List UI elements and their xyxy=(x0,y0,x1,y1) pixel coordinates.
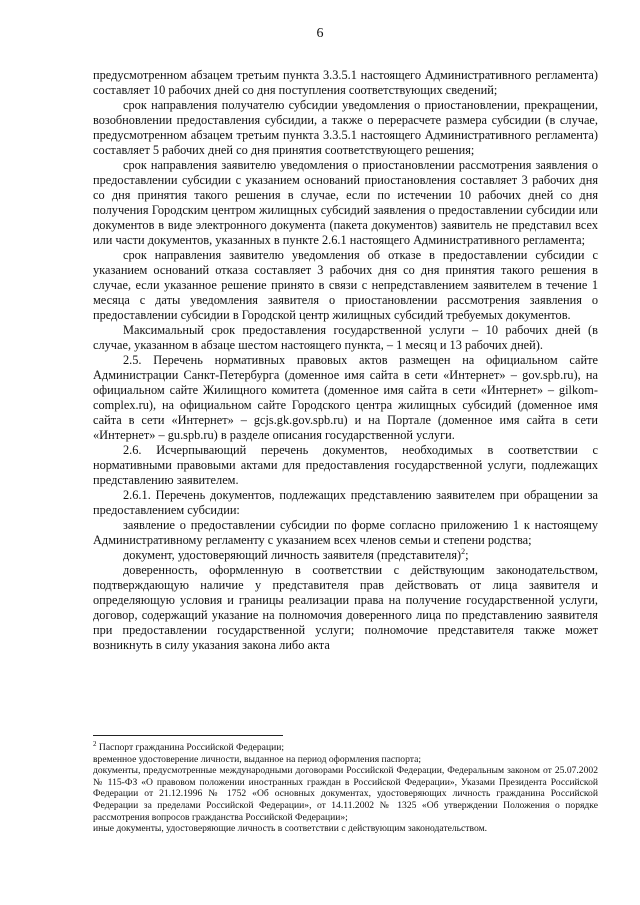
paragraph: срок направления заявителю уведомления о приостановлении рассмотрения заявления о предоставлении субсидии с указанием оснований приостановления составляет 3 рабочих дня со дня принятия такого решения в случае, если по истечении 10 рабочих дней со дня получения Городским центром жилищных субсидий заявления о предоставлении субсидии или документов в виде электронного документа (пакета документов) заявитель не представил всех или части документов, указанных в пункте 2.6.1 настоящего Административного регламента; xyxy=(93,158,598,247)
paragraph: Максимальный срок предоставления государственной услуги – 10 рабочих дней (в случае, указанном в абзаце шестом настоящего пункта, – 1 месяц и 13 рабочих дней). xyxy=(93,323,598,352)
footnote-text: Паспорт гражданина Российской Федерации; xyxy=(98,742,285,753)
paragraph: предусмотренном абзацем третьим пункта 3.3.5.1 настоящего Административного регламента) составляет 10 рабочих дней со дня поступления соответствующих сведений; xyxy=(93,68,598,97)
footnote-line: временное удостоверение личности, выданное на период оформления паспорта; xyxy=(93,753,422,765)
paragraph: 2.6. Исчерпывающий перечень документов, необходимых в соответствии с нормативными правовыми актами для предоставления государственной услуги, подлежащих представлению заявителем. xyxy=(93,443,598,487)
paragraph: заявление о предоставлении субсидии по форме согласно приложению 1 к настоящему Административному регламенту с указанием всех членов семьи и степени родства; xyxy=(93,518,598,547)
paragraph-with-footnote xyxy=(93,548,598,563)
footnote-line: документы, предусмотренные международными договорами Российской Федерации, Федеральным законом от 25.07.2002 № 115-ФЗ «О правовом положении иностранных граждан в Российской Федерации», Указами Президента Российской Федерации от 21.12.1996 № 1752 «Об основных документах, удостоверяющих личность гражданина Российской Федерации за пределами Российской Федерации», от 14.11.2002 № 1325 «Об утверждении Положения о порядке рассмотрения вопросов гражданства Российской Федерации»; xyxy=(93,765,598,823)
footnote-number: 2 xyxy=(93,739,97,748)
footnote-divider xyxy=(93,735,283,736)
footnotes xyxy=(93,739,598,835)
paragraph: срок направления получателю субсидии уведомления о приостановлении, прекращении, возобновлении предоставления субсидии, а также о перерасчете размера субсидии (в случае, предусмотренном абзацем третьим пункта 3.3.5.1 настоящего Административного регламента) составляет 5 рабочих дней со дня принятия соответствующего решения; xyxy=(93,98,598,157)
footnote-reference[interactable]: 2 xyxy=(461,546,466,556)
paragraph: доверенность, оформленную в соответствии с действующим законодательством, подтверждающую наличие у представителя прав действовать от лица заявителя и определяющую условия и границы реализации права на получение государственной услуги, договор, содержащий указание на полномочия доверенного лица по представлению заявителя при предоставлении государственной услуги; полномочие представителя также может возникнуть в силу указания закона либо акта xyxy=(93,563,598,652)
paragraph: 2.5. Перечень нормативных правовых актов размещен на официальном сайте Администрации Санкт-Петербурга (доменное имя сайта в сети «Интернет» – gov.spb.ru), на официальном сайте Жилищного комитета (доменное имя сайта в сети «Интернет» – gilkom-complex.ru), на официальном сайте Городского центра жилищных субсидий (доменное имя сайта в сети «Интернет» – gcjs.gk.gov.spb.ru) и на Портале (доменное имя сайта в сети «Интернет» – gu.spb.ru) в разделе описания государственной услуги. xyxy=(93,353,598,442)
document-body xyxy=(93,68,598,653)
paragraph-tail: ; xyxy=(465,548,469,562)
paragraph-text: документ, удостоверяющий личность заявителя (представителя) xyxy=(123,548,462,562)
footnote-line xyxy=(93,739,598,754)
paragraph: 2.6.1. Перечень документов, подлежащих представлению заявителем при обращении за предоставлением субсидии: xyxy=(93,488,598,517)
paragraph: срок направления заявителю уведомления об отказе в предоставлении субсидии с указанием оснований отказа составляет 3 рабочих дня со дня принятия такого решения в случае, если указанное решение принято в связи с непредставлением заявителем в течение 1 месяца с даты уведомления заявителя о приостановлении рассмотрения заявления о предоставлении субсидии в Городской центр жилищных субсидий требуемых документов. xyxy=(93,248,598,322)
page-number: 6 xyxy=(316,26,324,41)
footnote-line: иные документы, удостоверяющие личность в соответствии с действующим законодательством. xyxy=(93,823,488,835)
